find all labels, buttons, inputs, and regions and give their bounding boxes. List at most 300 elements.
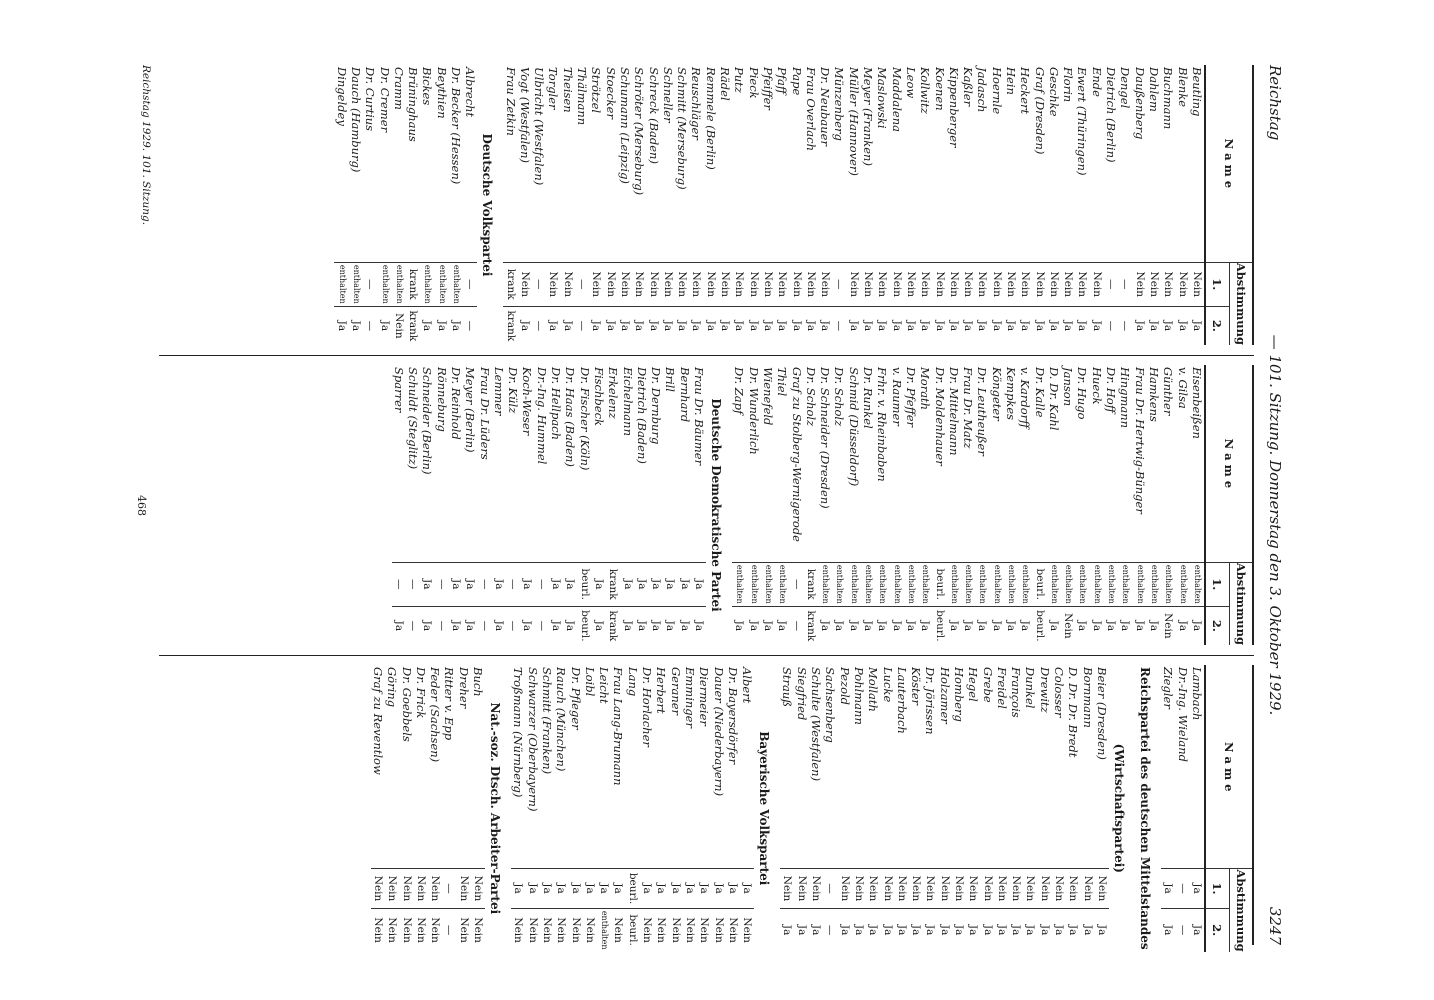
member-name: Dr. Reinhold: [449, 367, 464, 440]
vote-2: Ja: [449, 306, 463, 345]
table-row: [809, 665, 823, 952]
table-row: [1175, 365, 1189, 645]
vote-2: Ja: [861, 306, 875, 345]
table-row: [563, 365, 577, 645]
table-row: [889, 65, 903, 345]
vote-1: Nein: [852, 869, 866, 908]
table-row: [847, 365, 861, 645]
vote-1: enthalten: [1147, 562, 1161, 606]
table-row: [932, 365, 946, 645]
vote-2: Ja: [1161, 908, 1175, 951]
member-name: Remmele (Berlin): [703, 67, 718, 170]
vote-1: Nein: [1081, 869, 1095, 908]
vote-header: Abstimmung: [1229, 262, 1252, 345]
vote-2: Nein: [414, 908, 428, 951]
vote-1: Ja: [649, 562, 663, 606]
vote-1: Nein: [1032, 262, 1046, 306]
vote-1: enthalten: [377, 262, 391, 306]
member-name: Dr.-Ing. Wieland: [1175, 667, 1190, 763]
vote-2: Ja: [909, 908, 923, 951]
member-name: Erkelenz: [606, 367, 621, 419]
table-row: [1118, 365, 1132, 645]
member-name: Lucke: [880, 667, 895, 703]
vote-2: Ja: [852, 908, 866, 951]
table-row: [535, 365, 549, 645]
party-heading: Deutsche Volkspartei: [480, 133, 495, 277]
member-name: Siegfried: [794, 667, 809, 721]
party-heading: Deutsche Demokratische Partei: [709, 398, 724, 612]
vote-2: Ja: [649, 606, 663, 645]
vote-1: Nein: [675, 262, 689, 306]
vote-2: Ja: [947, 606, 961, 645]
vote-2: Nein: [399, 908, 413, 951]
vote-2: Nein: [392, 306, 406, 345]
vote-1: Nein: [995, 869, 1009, 908]
vote-1: Nein: [775, 262, 789, 306]
table-row: [626, 665, 640, 952]
table-row: [463, 65, 477, 345]
vote-1: Ja: [640, 869, 654, 908]
vote-1: Nein: [546, 262, 560, 306]
table-row: [546, 65, 560, 345]
vote-1: Nein: [1023, 869, 1037, 908]
vote-1: Ja: [449, 562, 463, 606]
vote-1: Ja: [663, 562, 677, 606]
vote-1: Nein: [1190, 262, 1205, 306]
vote-2: Ja: [561, 306, 575, 345]
table-row: [589, 65, 603, 345]
table-row: [923, 665, 937, 952]
member-name: Graf zu Stolberg-Wernigerode: [789, 367, 804, 542]
member-name: Hein: [1004, 67, 1018, 95]
vote-2: Ja: [1023, 908, 1037, 951]
member-name: Dietrich (Berlin): [1104, 67, 1119, 163]
table-row: [961, 65, 975, 345]
vote-1: enthalten: [861, 562, 875, 606]
table-row: [520, 365, 534, 645]
vote-2: Ja: [990, 606, 1004, 645]
vote-2: Ja: [1095, 908, 1109, 951]
member-name: Frau Overlach: [803, 67, 818, 152]
member-name: Sachsenberg: [823, 667, 838, 743]
vote-2: Ja: [635, 606, 649, 645]
vote-2: Nein: [568, 908, 582, 951]
table-row: [938, 665, 952, 952]
vote-1: Nein: [847, 262, 861, 306]
table-row: [477, 365, 491, 645]
vote-2: Ja: [818, 606, 832, 645]
table-row: [1004, 65, 1018, 345]
table-row: [780, 665, 794, 952]
vote-2: Ja: [1052, 908, 1066, 951]
vote-1: Nein: [1018, 262, 1032, 306]
vote-2: Ja: [975, 306, 989, 345]
column-divider: [159, 355, 1254, 356]
table-row: [1052, 665, 1066, 952]
member-name: Lambach: [1189, 667, 1204, 721]
vote-2: Ja: [692, 606, 706, 645]
vote-2: Ja: [449, 606, 463, 645]
vote-2: Nein: [711, 908, 725, 951]
member-name: Pieck: [746, 67, 761, 99]
vote-1: Ja: [568, 869, 582, 908]
vote-2: Nein: [471, 908, 485, 951]
vote-2: Ja: [1047, 606, 1061, 645]
member-name: Bernhard: [677, 367, 692, 423]
table-row: [832, 65, 846, 345]
member-name: Hamkens: [1146, 367, 1161, 422]
member-name: Geschke: [1046, 67, 1061, 117]
vote-1: Ja: [492, 562, 506, 606]
vote-1: Ja: [711, 869, 725, 908]
table-row: [428, 665, 442, 952]
vote-1: enthalten: [435, 262, 449, 306]
table-row: [414, 665, 428, 952]
vote-2: Ja: [1004, 606, 1018, 645]
vote-2: Ja: [663, 606, 677, 645]
vote-2: Ja: [675, 306, 689, 345]
header-center: — 101. Sitzung. Donnerstag den 3. Oktober 1929.: [1266, 334, 1284, 716]
member-name: Schulte (Westfalen): [809, 667, 824, 782]
vote-2: Ja: [377, 306, 391, 345]
table-row: [385, 665, 399, 952]
vote-2: Ja: [780, 908, 794, 951]
member-name: Dr. Kalle: [1032, 367, 1047, 418]
table-row: [1075, 365, 1089, 645]
vote-1: Ja: [1161, 869, 1175, 908]
vote-1: Ja: [611, 869, 625, 908]
column-divider: [159, 655, 1254, 656]
vote-2: Ja: [549, 606, 563, 645]
member-name: Eichelmann: [620, 367, 635, 436]
vote-2: Ja: [435, 306, 449, 345]
vote-1: Ja: [554, 869, 568, 908]
vote-1: Nein: [975, 262, 989, 306]
table-row: [492, 365, 506, 645]
vote-2: —: [406, 606, 420, 645]
table-row: [740, 665, 754, 952]
table-row: [649, 365, 663, 645]
member-name: Maslowski: [875, 67, 890, 129]
member-name: Frau Dr. Bäumer: [692, 367, 707, 466]
member-name: Frau Dr. Matz: [961, 367, 976, 449]
table-row: [861, 365, 875, 645]
vote-2: Ja: [732, 306, 746, 345]
table-row: [568, 665, 582, 952]
vote-2: Ja: [918, 606, 932, 645]
member-name: D. Dr. Dr. Bredt: [1066, 667, 1081, 758]
vote-2-header: 2.: [1205, 306, 1229, 345]
vote-2: —: [477, 606, 491, 645]
table-row: [761, 365, 775, 645]
vote-1: Nein: [961, 262, 975, 306]
member-name: Albrecht: [463, 67, 478, 118]
vote-2: krank: [406, 306, 420, 345]
vote-2: Ja: [1075, 306, 1089, 345]
table-row: [966, 665, 980, 952]
table-row: [406, 65, 420, 345]
vote-2: Ja: [904, 606, 918, 645]
vote-1: Nein: [875, 262, 889, 306]
table-row: [435, 365, 449, 645]
member-name: Dingeldey: [334, 67, 349, 126]
vote-1: Nein: [904, 262, 918, 306]
table-row: [692, 365, 706, 645]
vote-2: Nein: [511, 908, 525, 951]
vote-1: enthalten: [875, 562, 889, 606]
vote-2: Ja: [604, 306, 618, 345]
table-row: [990, 365, 1004, 645]
member-name: Vogt (Westfalen): [517, 67, 532, 163]
table-row: [1147, 365, 1161, 645]
member-name: Meyer (Berlin): [463, 367, 478, 453]
member-name: Jadasch: [975, 67, 990, 113]
table-row: [1032, 365, 1046, 645]
table-row: [952, 665, 966, 952]
table-row: [889, 365, 903, 645]
vote-1: Ja: [654, 869, 668, 908]
vote-2: Nein: [640, 908, 654, 951]
vote-2: Nein: [740, 908, 754, 951]
member-name: Morath: [918, 367, 933, 411]
table-row: [1075, 65, 1089, 345]
vote-1: enthalten: [1018, 562, 1032, 606]
vote-2: Ja: [818, 306, 832, 345]
table-row: [804, 365, 818, 645]
vote-2: —: [575, 306, 589, 345]
member-name: Buch: [471, 667, 486, 697]
member-name: Graf zu Reventlow: [371, 667, 386, 775]
vote-2: Nein: [683, 908, 697, 951]
vote-1: —: [532, 262, 546, 306]
vote-1-header: 1.: [1205, 562, 1229, 606]
table-row: [1133, 65, 1147, 345]
vote-2: Ja: [632, 306, 646, 345]
vote-1: Nein: [789, 262, 803, 306]
vote-2: Ja: [1175, 306, 1189, 345]
member-name: Feder (Sachsen): [428, 667, 443, 763]
member-name: v. Raumer: [889, 367, 904, 426]
table-row: [823, 665, 837, 952]
vote-2: —: [1104, 306, 1118, 345]
member-name: Wienefeld: [760, 367, 775, 426]
table-row: [747, 65, 761, 345]
member-name: Strauß: [780, 667, 795, 707]
vote-1: Nein: [889, 262, 903, 306]
vote-2: Ja: [334, 306, 348, 345]
vote-2: Ja: [1133, 606, 1147, 645]
table-row: [349, 65, 363, 345]
vote-1: Ja: [592, 562, 606, 606]
member-name: Reuschläger: [689, 67, 704, 140]
table-row: [961, 365, 975, 645]
vote-1: Ja: [583, 869, 597, 908]
member-name: Dr. Frick: [413, 667, 428, 719]
member-name: Eisenbeißen: [1189, 367, 1204, 439]
vote-1: Nein: [795, 869, 809, 908]
member-name: Kippenberger: [946, 67, 961, 148]
vote-2: Ja: [589, 306, 603, 345]
table-row: [837, 665, 851, 952]
vote-1: Nein: [646, 262, 660, 306]
vote-1: enthalten: [818, 562, 832, 606]
table-row: [518, 65, 532, 345]
table-row: [420, 65, 434, 345]
vote-1: Nein: [471, 869, 485, 908]
table-row: [904, 365, 918, 645]
member-name: Dr. Becker (Hessen): [449, 67, 464, 185]
member-name: Grebe: [980, 667, 995, 703]
vote-2: Ja: [1018, 606, 1032, 645]
vote-1: beurl.: [1032, 562, 1046, 606]
member-name: Dr. Fischer (Köln): [577, 367, 592, 471]
table-row: [1090, 65, 1104, 345]
table-row: [1038, 665, 1052, 952]
table-row: [990, 65, 1004, 345]
member-name: François: [1009, 667, 1024, 718]
vote-2-header: 2.: [1205, 606, 1229, 645]
table-row: [640, 665, 654, 952]
vote-2: Ja: [995, 908, 1009, 951]
vote-2: Ja: [392, 606, 406, 645]
vote-2: —: [363, 306, 377, 345]
table-row: [363, 65, 377, 345]
member-name: Freidel: [994, 667, 1009, 709]
vote-2: Ja: [775, 606, 789, 645]
table-row: [611, 665, 625, 952]
table-row: [795, 665, 809, 952]
header-page-number: 3247: [1266, 906, 1284, 945]
vote-1: Nein: [518, 262, 532, 306]
member-name: Schumann (Leipzig): [617, 67, 632, 184]
table-row: [1190, 665, 1205, 952]
vote-1: Nein: [1090, 262, 1104, 306]
vote-1: enthalten: [1090, 562, 1104, 606]
table-row: [747, 365, 761, 645]
member-name: Frau Dr. Hertwig-Bünger: [1132, 367, 1147, 514]
member-name: Schneider (Berlin): [420, 367, 435, 475]
table-row: [895, 665, 909, 952]
table-row: [904, 65, 918, 345]
member-name: Dr. Zapf: [732, 367, 747, 415]
vote-2: beurl.: [932, 606, 946, 645]
member-name: Drewitz: [1037, 667, 1052, 713]
table-row: [540, 665, 554, 952]
member-name: Cramm: [391, 67, 406, 110]
member-name: Dr. Jörissen: [923, 667, 938, 735]
vote-2: Ja: [975, 606, 989, 645]
vote-2: krank: [606, 606, 620, 645]
member-name: Daußenberg: [1132, 67, 1147, 140]
table-row: [1081, 665, 1095, 952]
table-row: [832, 365, 846, 645]
member-name: Thälmann: [575, 67, 590, 126]
table-row: [506, 365, 520, 645]
vote-2: Ja: [861, 606, 875, 645]
vote-1: Nein: [938, 869, 952, 908]
table-row: [1190, 65, 1205, 345]
member-name: Loibl: [582, 667, 597, 697]
table-row: [1061, 365, 1075, 645]
vote-2: Nein: [385, 908, 399, 951]
table-row: [435, 65, 449, 345]
table-row: [678, 365, 692, 645]
member-name: Kollwitz: [918, 67, 933, 114]
table-row: [449, 365, 463, 645]
vote-2: Ja: [1118, 606, 1132, 645]
vote-1: Nein: [414, 869, 428, 908]
vote-1: Nein: [718, 262, 732, 306]
member-name: Ewert (Thüringen): [1075, 67, 1090, 176]
member-name: Ziegler: [1161, 667, 1176, 709]
vote-column-2: [157, 365, 1254, 645]
vote-1: enthalten: [961, 562, 975, 606]
vote-1: Nein: [618, 262, 632, 306]
vote-1: enthalten: [1161, 562, 1175, 606]
member-name: Müller (Hannover): [846, 67, 861, 176]
vote-2: krank: [503, 306, 517, 345]
vote-2: Ja: [847, 606, 861, 645]
table-row: [663, 365, 677, 645]
member-name: Fischbeck: [591, 367, 606, 426]
table-row: [503, 65, 517, 345]
table-row: [620, 365, 634, 645]
vote-2: Nein: [371, 908, 385, 951]
member-name: Kempkes: [1004, 367, 1018, 421]
vote-1: Nein: [804, 262, 818, 306]
vote-2: —: [832, 306, 846, 345]
table-row: [1104, 365, 1118, 645]
vote-2: Ja: [847, 306, 861, 345]
member-name: Dr. Scholz: [803, 367, 818, 427]
vote-1: Nein: [385, 869, 399, 908]
vote-2: Ja: [689, 306, 703, 345]
vote-1: —: [1118, 262, 1132, 306]
vote-2: Ja: [832, 606, 846, 645]
vote-1: —: [435, 562, 449, 606]
member-name: Diermeier: [697, 667, 712, 726]
member-name: Frau Lang-Brumann: [611, 667, 626, 786]
member-name: Janson: [1061, 367, 1076, 407]
vote-2: —: [463, 306, 477, 345]
vote-2: Ja: [1190, 908, 1205, 951]
vote-1: Nein: [990, 262, 1004, 306]
table-row: [449, 65, 463, 345]
vote-2: Nein: [611, 908, 625, 951]
vote-1: beurl.: [578, 562, 592, 606]
member-name: D. Dr. Kahl: [1046, 367, 1061, 431]
member-name: Dr. Cremer: [377, 67, 392, 133]
member-name: Schmitt (Merseburg): [675, 67, 690, 190]
vote-1: Nein: [780, 869, 794, 908]
vote-2: Nein: [1161, 606, 1175, 645]
party-heading-row: [477, 65, 503, 345]
vote-2: Ja: [704, 306, 718, 345]
vote-1: enthalten: [1004, 562, 1018, 606]
table-row: [554, 665, 568, 952]
vote-2: Ja: [761, 606, 775, 645]
vote-2: —: [442, 908, 456, 951]
vote-2: Ja: [1147, 606, 1161, 645]
member-name: Rauch (München): [554, 667, 569, 772]
member-name: Meyer (Franken): [861, 67, 876, 166]
vote-1: Nein: [1038, 869, 1052, 908]
vote-2: Ja: [1190, 306, 1205, 345]
vote-1: Nein: [371, 869, 385, 908]
member-name: Dr. Mittelmann: [946, 367, 961, 456]
member-name: Schreck (Baden): [646, 67, 661, 164]
vote-1: Ja: [511, 869, 525, 908]
